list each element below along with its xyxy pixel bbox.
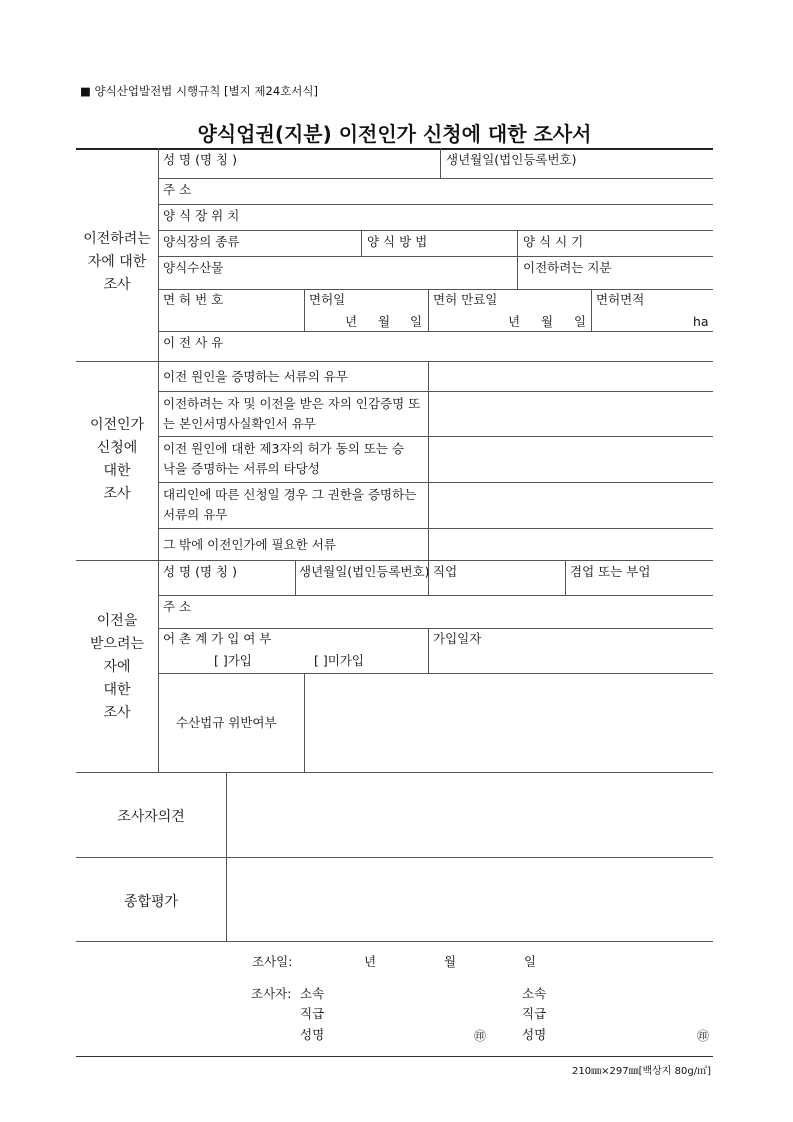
applicant-name-label: 성 명 (명 칭 ) [163, 152, 237, 167]
surveyor-label: 조사자: [251, 986, 292, 1001]
surveyor1-affiliation-label: 소속 [300, 986, 325, 1001]
opinion-field[interactable] [226, 773, 713, 856]
surveyor1-rank-label: 직급 [300, 1006, 325, 1021]
survey-date-label: 조사일: [252, 954, 293, 969]
license-date-month: 월 [378, 314, 391, 329]
section1-label: 이전하려는 자에 대한 조사 [83, 231, 151, 293]
surveyor1-seal-mark: ㊞ [474, 1029, 487, 1043]
surveyor1-name-label: 성명 [300, 1027, 325, 1042]
applicant-birth-label: 생년월일(법인등록번호) [446, 152, 577, 167]
survey-date-year: 년 [364, 954, 377, 969]
license-area-label: 면허면적 [596, 292, 645, 307]
license-date-label: 면허일 [309, 292, 346, 307]
farm-type-label: 양식장의 종류 [163, 234, 240, 249]
doc-check-row-2-line2: 는 본인서명사실확인서 유무 [163, 416, 316, 431]
joined-checkbox[interactable]: [ ]가입 [214, 653, 252, 668]
license-date-day: 일 [410, 314, 423, 329]
doc-check-row-1: 이전 원인을 증명하는 서류의 유무 [163, 369, 348, 384]
paper-size-note: 210㎜×297㎜[백상지 80g/㎡] [572, 1066, 711, 1077]
transferee-birth-label: 생년월일(법인등록번호) [299, 564, 430, 579]
doc-check-row-3-line1: 이전 원인에 대한 제3자의 허가 동의 또는 승 [163, 441, 405, 456]
section3-label: 이전을 받으려는 자에 대한 조사 [89, 613, 145, 721]
opinion-label: 조사자의견 [117, 809, 185, 825]
doc-check-row-4-line1: 대리인에 따른 신청일 경우 그 권한을 증명하는 [163, 487, 417, 502]
applicant-address-label: 주 소 [163, 182, 192, 197]
page-title: 양식업권(지분) 이전인가 신청에 대한 조사서 [197, 122, 592, 146]
violation-label: 수산법규 위반여부 [176, 715, 277, 730]
section2-label: 이전인가 신청에 대한 조사 [89, 417, 145, 502]
license-expiry-day: 일 [574, 314, 587, 329]
transfer-share-label: 이전하려는 지분 [523, 260, 612, 275]
surveyor2-rank-label: 직급 [522, 1006, 547, 1021]
doc-check-row-4-line2: 서류의 유무 [163, 507, 228, 522]
license-area-unit: ha [693, 314, 709, 329]
farm-location-label: 양 식 장 위 치 [163, 208, 240, 223]
surveyor2-name-label: 성명 [522, 1027, 547, 1042]
form-reference-note: ■ 양식산업발전법 시행규칙 [별지 제24호서식] [80, 84, 318, 98]
surveyor2-seal-mark: ㊞ [697, 1029, 710, 1043]
farm-method-label: 양 식 방 법 [367, 234, 428, 249]
transferee-address-label: 주 소 [163, 599, 192, 614]
doc-check-row-5: 그 밖에 이전인가에 필요한 서류 [163, 537, 336, 552]
join-date-label: 가입일자 [433, 631, 482, 646]
transfer-reason-label: 이 전 사 유 [163, 335, 224, 350]
transferee-name-label: 성 명 (명 칭 ) [163, 564, 237, 579]
transferee-side-job-label: 겸업 또는 부업 [570, 564, 651, 579]
doc-check-row-2-line1: 이전하려는 자 및 이전을 받은 자의 인감증명 또 [163, 396, 421, 411]
not-joined-checkbox[interactable]: [ ]미가입 [314, 653, 364, 668]
fishery-association-label: 어 촌 계 가 입 여 부 [163, 631, 272, 646]
surveyor2-affiliation-label: 소속 [522, 986, 547, 1001]
farm-product-label: 양식수산물 [163, 260, 224, 275]
overall-field[interactable] [226, 858, 713, 940]
doc-check-row-3-line2: 낙을 증명하는 서류의 타당성 [163, 461, 320, 476]
overall-label: 종합평가 [123, 894, 179, 910]
license-date-year: 년 [345, 314, 358, 329]
license-number-label: 면 허 번 호 [163, 292, 224, 307]
license-expiry-year: 년 [508, 314, 521, 329]
license-expiry-label: 면허 만료일 [433, 292, 498, 307]
transferee-job-label: 직업 [433, 564, 458, 579]
survey-date-month: 월 [444, 954, 457, 969]
license-expiry-month: 월 [541, 314, 554, 329]
survey-date-day: 일 [524, 954, 537, 969]
farm-period-label: 양 식 시 기 [523, 234, 584, 249]
